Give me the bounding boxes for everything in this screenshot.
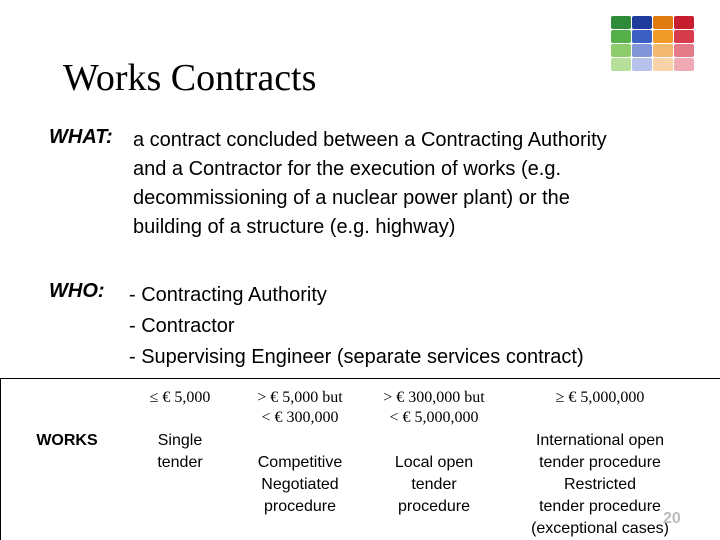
who-list (129, 280, 584, 373)
cell-line: tender (157, 454, 203, 471)
table-header-col2 (232, 388, 368, 428)
logo-cell (611, 30, 631, 43)
logo-cell (611, 44, 631, 57)
what-line: decommissioning of a nuclear power plant) or the (133, 187, 570, 209)
cell-line: tender (411, 476, 457, 493)
what-line: a contract concluded between a Contracting Authority (133, 129, 607, 151)
cell-line: Negotiated (261, 476, 339, 493)
what-line: and a Contractor for the execution of works (e.g. (133, 158, 561, 180)
who-item: - Contracting Authority (129, 284, 327, 306)
cell-line: Single (157, 432, 203, 449)
logo-cell (632, 16, 652, 29)
logo-cell (611, 16, 631, 29)
what-label: WHAT: (49, 126, 113, 148)
table-row-label (20, 430, 114, 452)
table-header-col1 (128, 388, 232, 408)
logo-cell (632, 44, 652, 57)
cell-line: (exceptional cases) (531, 520, 669, 537)
what-line: building of a structure (e.g. highway) (133, 216, 456, 238)
logo-cell (632, 30, 652, 43)
logo-grid (611, 16, 697, 74)
cell-line: Competitive (257, 454, 343, 471)
header-line: < € 5,000,000 (389, 409, 479, 426)
cell-line: Restricted (563, 476, 637, 493)
table-header-col3 (366, 388, 502, 428)
logo-cell (632, 58, 652, 71)
cell-line: tender procedure (539, 498, 661, 515)
header-line: > € 5,000 but (257, 389, 343, 406)
header-line: < € 300,000 (261, 409, 339, 426)
header-line: ≤ € 5,000 (149, 389, 211, 406)
cell-line: procedure (397, 498, 471, 515)
logo-cell (653, 44, 673, 57)
cell-line: tender procedure (539, 454, 661, 471)
what-description (133, 126, 607, 242)
cell-line: International open (535, 432, 665, 449)
table-cell-col2 (232, 452, 368, 518)
cell-line: procedure (263, 498, 337, 515)
who-item: - Contractor (129, 315, 235, 337)
header-line: ≥ € 5,000,000 (555, 389, 645, 406)
table-cell-col3 (366, 452, 502, 518)
logo-cell (674, 30, 694, 43)
header-line: > € 300,000 but (383, 389, 485, 406)
logo-cell (653, 16, 673, 29)
row-label-text: WORKS (36, 432, 98, 449)
table-header-col4 (510, 388, 690, 408)
table-top-border (0, 378, 720, 379)
who-label: WHO: (49, 280, 105, 302)
slide-title: Works Contracts (63, 57, 317, 99)
logo-cell (611, 58, 631, 71)
cell-line: Local open (394, 454, 474, 471)
logo-cell (653, 30, 673, 43)
logo-cell (674, 58, 694, 71)
page-number: 20 (663, 510, 681, 527)
table-left-border (0, 378, 1, 540)
logo-cell (653, 58, 673, 71)
logo-cell (674, 16, 694, 29)
table-cell-col1 (128, 430, 232, 474)
logo-cell (674, 44, 694, 57)
who-item: - Supervising Engineer (separate services contract) (129, 346, 584, 368)
